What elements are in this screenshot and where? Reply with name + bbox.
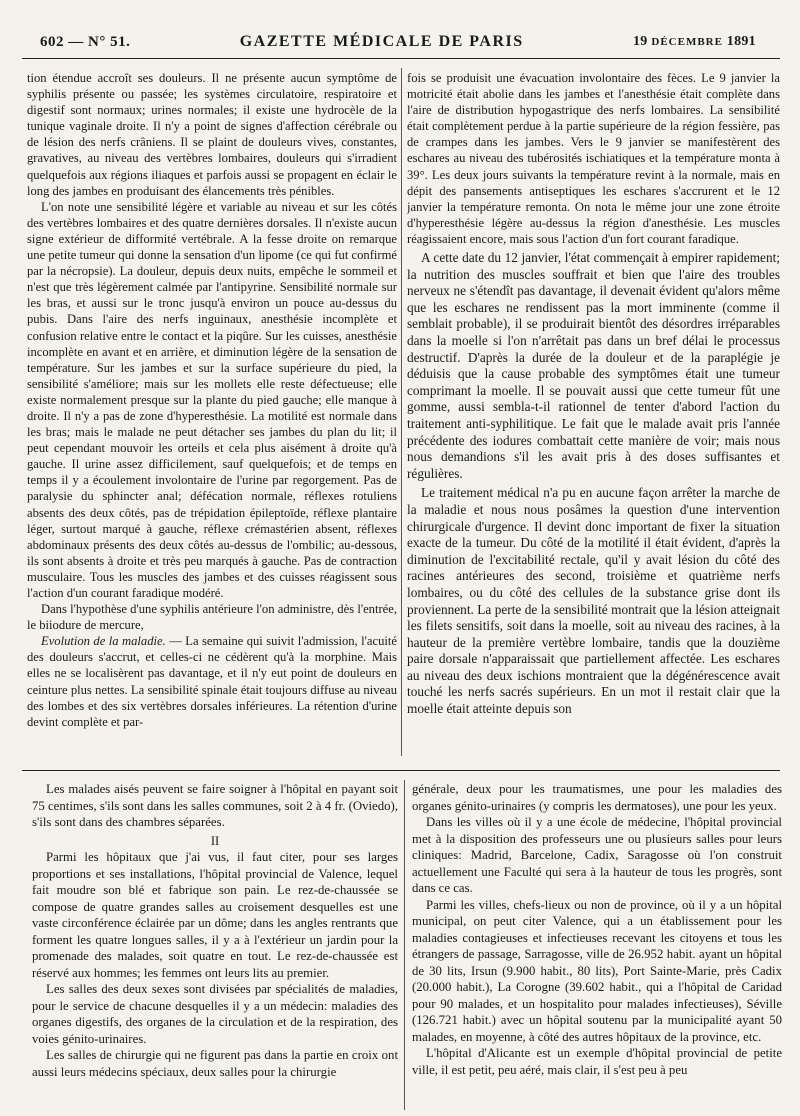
evolution-paragraph <box>27 633 397 730</box>
evolution-text: — La semaine qui suivit l'admission, l'acuité des douleurs s'accrut, et celles-ci ne cédèrent qu'à la morphine. Mais elles ne se localisèrent pas davantage, et il n'y eut point de douleurs en ceinture plus nettes. La sensibilité spinale était toujours diffuse au niveau des lombes et des six vertèbres dorsales inférieures. La rétention d'urine devint complète et par- <box>27 634 397 729</box>
paragraph: Les salles des deux sexes sont divisées par spécialités de maladies, pour le service de chacune desquelles il y a un médecin: maladies des organes digestifs, des organes de la circulation et de la respiration, des voies génito-urinaires. <box>32 982 398 1046</box>
paragraph: tion étendue accroît ses douleurs. Il ne présente aucun symptôme de syphilis présente ou passée; les systèmes circulatoire, respiratoire et digestif sont normaux; urines normales; il existe une hydrocèle de la tunique vaginale droite. Il n'y a point de signes d'affection cérébrale ou de lésion des nerfs crâniens. Il se plaint de douleurs vives, constantes, gravatives, au niveau des vertèbres lombaires, douleurs qui s'irradient quelquefois aux régions iliaques et parfois aussi se propagent en éclair le long des jambes en produisant des élancements très pénibles. <box>27 71 397 198</box>
paragraph: Le traitement médical n'a pu en aucune façon arrêter la marche de la maladie et nous nous posâmes la question d'une intervention chirurgicale d'urgence. Il devint donc important de fixer la situation exacte de la tumeur. Du côté de la motilité il était évident, d'après la diminution de l'excitabilité rectale, qu'il y avait lésion du côté des racines antérieures des second, troisième et quatrième nerfs lombaires, ou du côté des cellules de la substance grise dont ils proviennent. La perte de la sensibilité montrait que la lésion atteignait les filets sensitifs, soit dans la moelle, soit au niveau des racines, à la hauteur de la première vertèbre lombaire, tandis que la douzième paire dorsale n'apparaissait que partiellement affectée. Les eschares au niveau des deux ischions montraient que la dégénérescence avait touché les nerfs sacrés supérieurs. En un mot il restait clair que la moelle était atteinte depuis son <box>407 485 780 717</box>
paragraph: Les salles de chirurgie qui ne figurent pas dans la partie en croix ont aussi leurs médecins spéciaux, deux salles pour la chirurgie <box>32 1048 398 1079</box>
feuilleton-column-left <box>32 781 398 1109</box>
paragraph: fois se produisit une évacuation involontaire des fèces. Le 9 janvier la motricité était abolie dans les jambes et l'anesthésie était complète dans l'aire de distribution hypogastrique des nerfs lombaires. La sensibilité était complètement perdue à la partie supérieure de la région fessière, pas de crampes dans les jambes. Vers le 9 janvier se manifestèrent des eschares au niveau des tubérosités ischiatiques et la température monta à 39°. Les deux jours suivants la température revint à la normale, mais en dépit des pansements antiseptiques les eschares s'accrurent et le 12 janvier la température remonta. On nota le même jour une zone étroite d'hyperesthésie légère au-dessus la région d'anesthésie. Les muscles réagissaient encore, mais sous l'action d'un fort courant faradique. <box>407 71 780 246</box>
paragraph: Les malades aisés peuvent se faire soigner à l'hôpital en payant soit 75 centimes, s'ils sont dans les salles communes, soit 2 à 4 fr. (Oviedo), s'ils sont dans des chambres séparées. <box>32 782 398 829</box>
header-rule <box>22 58 780 59</box>
page-header <box>40 30 756 54</box>
article-column-right <box>407 70 780 753</box>
column-divider <box>401 68 402 756</box>
issue-month: DÉCEMBRE <box>651 36 723 48</box>
feuilleton-rule <box>22 770 780 771</box>
paragraph: L'hôpital d'Alicante est un exemple d'hôpital provincial de petite ville, il est petit, peu aéré, mais clair, il s'est peu à peu <box>412 1046 782 1077</box>
article-column-left <box>27 70 397 753</box>
feuilleton-column-right <box>412 781 782 1109</box>
paragraph: Parmi les hôpitaux que j'ai vus, il faut citer, pour ses larges proportions et ses installations, l'hôpital provincial de Valence, lequel fait moudre son blé et fabrique son pain. Le rez-de-chaussée se compose de quatre grandes salles au croisement desquelles est une vaste circonférence éclairée par un dôme; dans les angles rentrants que forment les quatre longues salles, il y a à l'extérieur un jardin pour la promenade des malades, soit quatre en tout. Le rez-de-chaussée est réservé aux hommes; les femmes ont leurs lits au premier. <box>32 850 398 980</box>
paragraph: générale, deux pour les traumatismes, une pour les maladies des organes génito-urinaires (y compris les dermatoses), une pour les yeux. <box>412 782 782 813</box>
paragraph: L'on note une sensibilité légère et variable au niveau et sur les côtés des vertèbres lombaires et des quatre dernières dorsales. Il n'existe aucun signe extérieur de difformité vertébrale. A la fesse droite on remarque une petite tumeur qui donne la sensation d'un lipome (ce qui fut confirmé par la nécropsie). La douleur, depuis deux nuits, empêche le sommeil et n'est que très légèrement calmée par l'antipyrine. Sensibilité normale sur les bras, et aussi sur le tronc jusqu'à environ un pouce au-dessus du pubis. Dans l'aire des nerfs inguinaux, anesthésie incomplète et confusion relative entre le contact et la piqûre. Sur les cuisses, anesthésie incomplète en avant et en arrière, et diminution légère de la sensation de température. Sur les jambes et sur la surface supérieure du pied, la sensibilité s'améliore; mais sur les mollets elle reste défectueuse; elle existe normalement presque sur la plante du pied gauche; elle manque à droite. Il n'y a pas de zone d'hyperesthésie. La motilité est normale dans les bras; mais le malade ne peut détacher ses jambes du plan du lit; il peut cependant mouvoir les orteils et cela plus aisément à droite qu'à gauche. Il urine assez difficilement, sauf quelquefois; et de temps en temps il y a écoulement involontaire de l'urine par regorgement. Pas de paralysie du sphincter anal; défécation normale, réflexes rotuliens absents des deux côtés, pas de trépidation épileptoïde, réflexe plantaire léger, surtout marqué à gauche, réflexe crémastérien absent, réflexes abdominaux présents des deux côtés au-dessus de l'ombilic; au-dessous, ils sont absents à droite et très peu marqués à gauche. Pas de contraction musculaire. Tous les muscles des jambes et des cuisses réagissent sous l'action d'un courant faradique modéré. <box>27 199 397 600</box>
column-divider <box>404 780 405 1110</box>
issue-year: 1891 <box>726 34 756 49</box>
paragraph: Parmi les villes, chefs-lieux ou non de province, où il y a un hôpital municipal, on peut citer Valence, qui a un établissement pour les maladies contagieuses et infectieuses recevant les citoyens et tous les étrangers de passage, Sarragosse, ville de 26.952 habit. ayant un hôpital de 30 lits, Irsun (9.900 habit., 80 lits), Port Sainte-Marie, près Cadix (20.000 habit.), La Corogne (39.602 habit., qui a l'hôpital de Caridad pour 90 malades, et un hospitalito pour malades infectieuses), Séville (126.721 habit.) avec un hôpital soutenu par la municipalité ayant 50 malades, en moyenne, à côté des autres hôpitaux de la province, etc. <box>412 897 782 1044</box>
paragraph: A cette date du 12 janvier, l'état commençait à empirer rapidement; la nutrition des muscles souffrait et bien que l'aire des troubles nerveux ne s'étendît pas davantage, il devenait évident qu'alors même que les eschares ne rendissent pas la mort imminente (comme il semblait probable), il se produirait bientôt des désordres irréparables dans la moelle si l'on n'arrêtait pas dans un bref délai le processus destructif. D'après la durée de la douleur et de la paraplégie je déduisis que la cause probable des symptômes était une tumeur comprimant la moelle. Il se pouvait aussi que cette tumeur fût une gomme, aussi sembla-t-il rationnel de tenter d'abord l'action du traitement anti-syphilitique. Le fait que le malade avait pris l'année précédente des iodures combattait cette manière de voir; mais nous nous demandions s'il les avait pris à des doses suffisantes et régulières. <box>407 250 780 481</box>
journal-title: GAZETTE MÉDICALE DE PARIS <box>239 33 524 50</box>
section-number: II <box>210 833 220 848</box>
paragraph: Dans les villes où il y a une école de médecine, l'hôpital provincial met à la disposition des professeurs une ou plusieurs salles pour leurs cliniques: Madrid, Barcelone, Cadix, Saragosse où l'on construit actuellement une Faculté qui sera à la hauteur de tous les progrès, sont dans ce cas. <box>412 815 782 895</box>
page-number: 602 — N° 51. <box>40 33 131 50</box>
issue-date <box>633 34 756 50</box>
issue-day: 19 <box>632 34 648 49</box>
paragraph: Dans l'hypothèse d'une syphilis antérieure l'on administre, dès l'entrée, le biiodure de mercure, <box>27 602 397 633</box>
evolution-title: Evolution de la maladie. <box>41 634 166 649</box>
